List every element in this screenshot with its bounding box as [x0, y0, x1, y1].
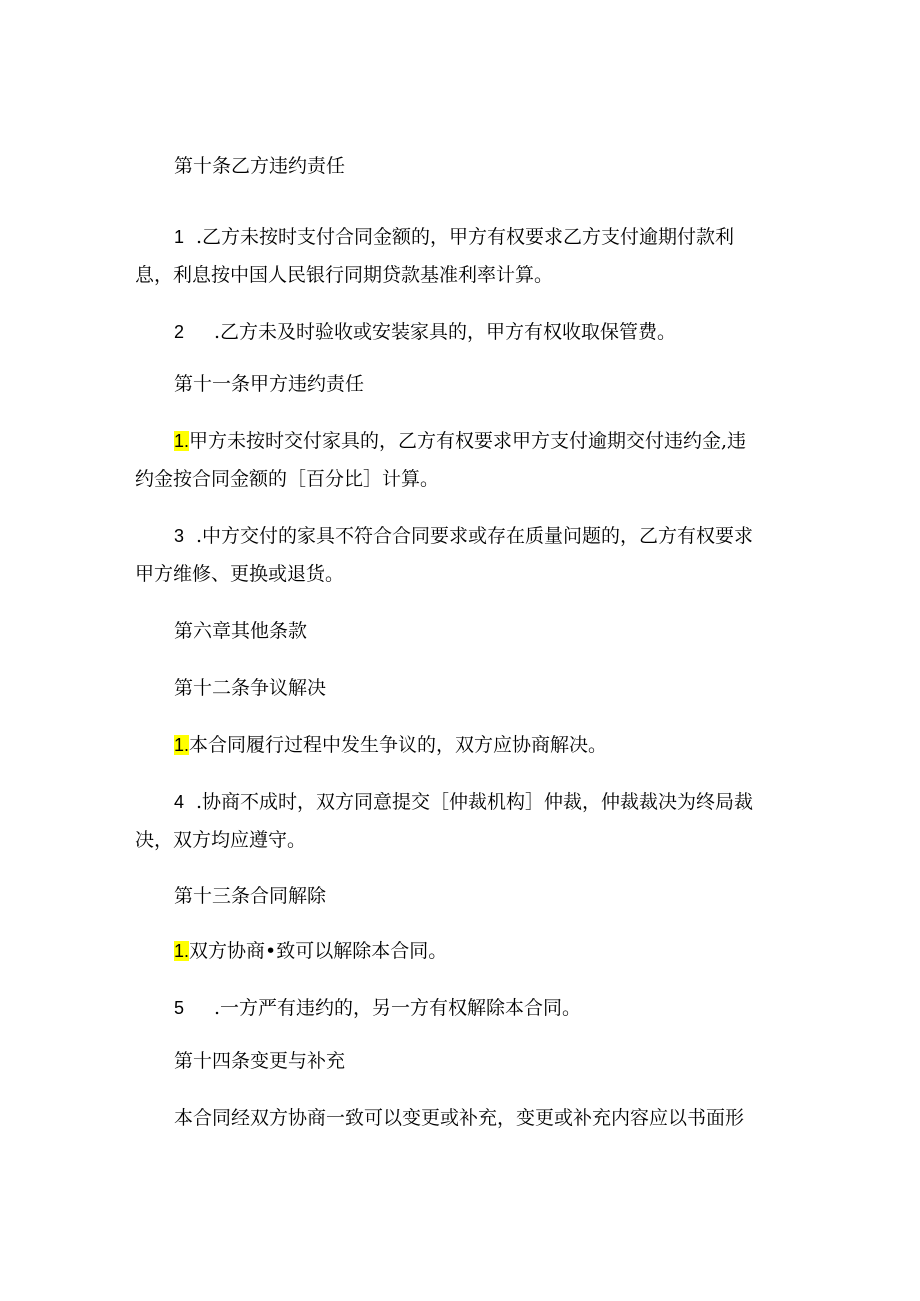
paragraph-12-1: 1.本合同履行过程中发生争议的，双方应协商解决。: [174, 734, 608, 756]
paragraph-10-1-line-2: 息，利息按中国人民银行同期贷款基准利率计算。: [135, 264, 554, 286]
paragraph-11-3-line-2: 甲方维修、更换或退货。: [135, 563, 345, 585]
item-number: 3: [174, 526, 185, 546]
paragraph-13-1: 1.双方协商•致可以解除本合同。: [174, 940, 448, 962]
paragraph-11-3-line-1: 3 .中方交付的家具不符合合同要求或存在质量问题的，乙方有权要求: [174, 525, 754, 547]
highlighted-item-number: 1.: [174, 735, 190, 755]
paragraph-11-1-line-2: 约金按合同金额的［百分比］计算。: [135, 468, 440, 490]
heading-article-11: 第十一条甲方违约责任: [174, 373, 365, 395]
item-number: 4: [174, 792, 185, 812]
paragraph-12-4-line-1: 4 .协商不成时，双方同意提交［仲裁机构］仲裁，仲裁裁决为终局裁: [174, 791, 754, 813]
item-number: 2: [174, 322, 185, 342]
paragraph-10-1-line-1: 1 .乙方未按时支付合同金额的，甲方有权要求乙方支付逾期付款利: [174, 226, 735, 248]
heading-article-13: 第十三条合同解除: [174, 885, 327, 907]
item-number: 1: [174, 227, 185, 247]
highlighted-item-number: 1.: [174, 941, 190, 961]
paragraph-13-5: 5 .一方严有违约的，另一方有权解除本合同。: [174, 997, 582, 1019]
item-number: 5: [174, 998, 185, 1018]
heading-article-10: 第十条乙方违约责任: [174, 155, 346, 177]
heading-article-14: 第十四条变更与补充: [174, 1050, 346, 1072]
chapter-6-title: 第六章其他条款: [174, 620, 308, 642]
paragraph-14-line-1: 本合同经双方协商一致可以变更或补充，变更或补充内容应以书面形: [174, 1107, 745, 1129]
paragraph-12-4-line-2: 决，双方均应遵守。: [135, 829, 307, 851]
paragraph-10-2: 2 .乙方未及时验收或安装家具的，甲方有权收取保管费。: [174, 321, 677, 343]
heading-article-12: 第十二条争议解决: [174, 677, 327, 699]
highlighted-item-number: 1.: [174, 431, 190, 451]
paragraph-11-1-line-1: 1.甲方未按时交付家具的，乙方有权要求甲方支付逾期交付违约金,违: [174, 430, 747, 452]
